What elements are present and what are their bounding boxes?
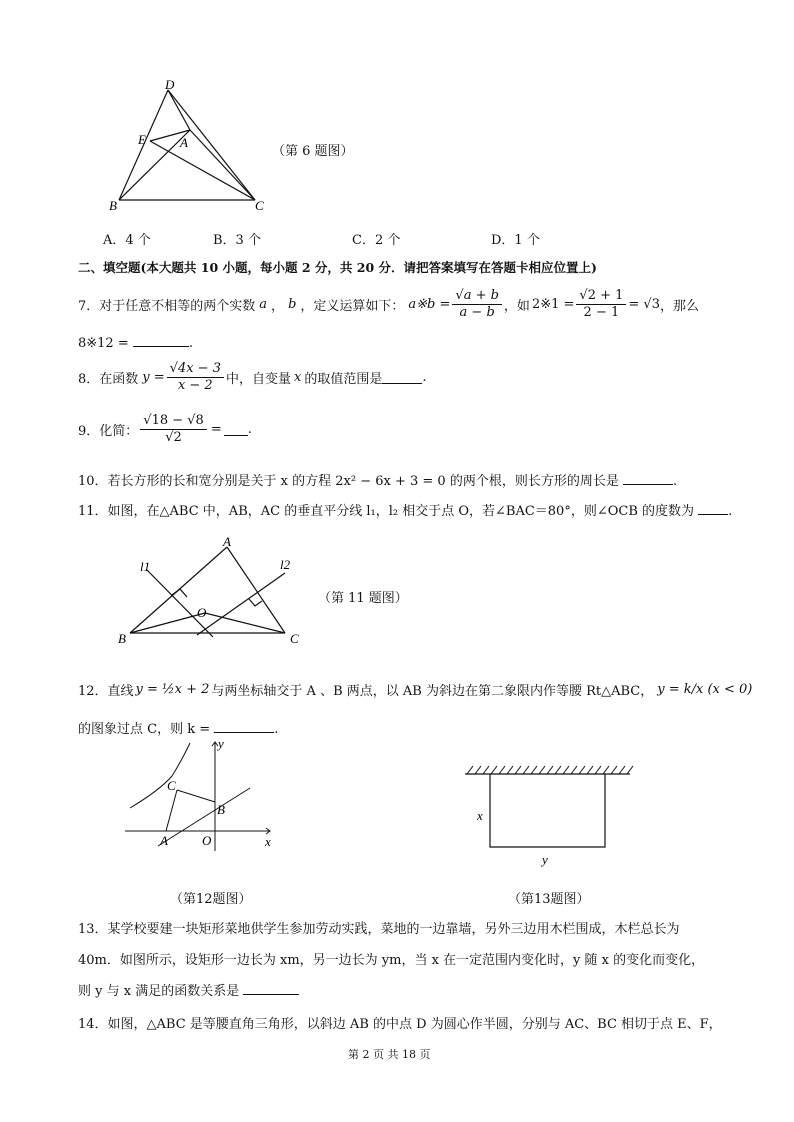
q7-answer-blank[interactable] xyxy=(133,334,189,347)
q6-option-b: B．3 个 xyxy=(213,233,261,248)
fig12-label-y: y xyxy=(218,738,224,751)
q7-lead: 7．对于任意不相等的两个实数 xyxy=(78,299,256,314)
q7-example-lead: ，如 xyxy=(503,299,530,314)
fig6-caption: （第 6 题图） xyxy=(272,144,354,159)
q6-option-a: A．4 个 xyxy=(103,233,151,248)
q7-var-a: a xyxy=(259,297,268,312)
q8-x: x xyxy=(294,370,302,385)
question-14: 14．如图，△ABC 是等腰直角三角形，以斜边 AB 的中点 D 为圆心作半圆，分别与 AC、BC 相切于点 E、F， xyxy=(78,1017,722,1032)
question-9 xyxy=(78,413,252,446)
fig12-label-a: A xyxy=(160,833,168,848)
fig11-label-o: O xyxy=(197,605,207,620)
q11-text: 11．如图，在△ABC 中，AB，AC 的垂直平分线 l₁，l₂ 相交于点 O，若∠BAC＝80°，则∠OCB 的度数为 xyxy=(78,504,695,519)
fig6-label-e: E xyxy=(138,132,146,147)
fig13-caption: （第13题图） xyxy=(508,892,590,907)
q8-mid: 中，自变量 xyxy=(225,372,291,387)
q12-lead: 12．直线 xyxy=(78,684,134,699)
q8-answer-blank[interactable] xyxy=(382,371,422,384)
fig12-caption: （第12题图） xyxy=(170,892,252,907)
q11-end: . xyxy=(728,504,733,519)
fig11-caption: （第 11 题图） xyxy=(318,591,408,606)
figure-6 xyxy=(105,78,275,213)
q13-line3: 则 y 与 x 满足的函数关系是 xyxy=(78,984,240,999)
q8-y: y = xyxy=(142,370,165,385)
question-12 xyxy=(78,680,752,699)
q10-answer-blank[interactable] xyxy=(623,472,673,485)
q8-tail: 的取值范围是 xyxy=(304,372,383,387)
fig11-label-c: C xyxy=(290,631,299,646)
q9-lead: 9．化简： xyxy=(78,424,139,439)
question-7-line2 xyxy=(78,334,193,351)
q7-example-fraction xyxy=(576,288,626,321)
q9-num: √18 − √8 xyxy=(140,413,207,430)
q11-answer-blank[interactable] xyxy=(698,502,728,515)
question-13-line3 xyxy=(78,980,299,999)
fig6-label-c: C xyxy=(255,198,264,213)
question-10 xyxy=(78,470,677,489)
fig12-label-c: C xyxy=(167,778,176,793)
fig13-label-y: y xyxy=(542,852,548,867)
q7-define: ，定义运算如下： xyxy=(300,299,405,314)
q12-answer-blank[interactable] xyxy=(214,720,274,733)
q9-end: . xyxy=(247,422,252,437)
q13-answer-blank[interactable] xyxy=(243,982,299,995)
q12-mid: 与两坐标轴交于 A 、B 两点，以 AB 为斜边在第二象限内作等腰 Rt△ABC， xyxy=(211,684,654,699)
q10-text: 10．若长方形的长和宽分别是关于 x 的方程 2x² − 6x + 3 = 0 的两个根，则长方形的周长是 xyxy=(78,474,619,489)
q7-var-b: b xyxy=(288,297,297,312)
q7-comma: ， xyxy=(271,299,285,314)
q7-example-left: 2※1 = xyxy=(531,297,575,312)
q6-option-d: D．1 个 xyxy=(491,233,540,248)
fig11-label-l1: l1 xyxy=(140,559,151,574)
q6-option-c: C．2 个 xyxy=(352,233,401,248)
q7-end: . xyxy=(188,336,194,351)
question-13-line2: 40m．如图所示，设矩形一边长为 xm，另一边长为 ym，当 x 在一定范围内变化时，y 随 x 的变化而变化， xyxy=(78,953,705,968)
q7-frac-den: a − b xyxy=(459,305,495,320)
figure-12 xyxy=(120,738,280,853)
q12-func: y = k/x (x < 0) xyxy=(657,682,753,697)
q7-example-num: √2 + 1 xyxy=(576,288,626,305)
fig13-label-x: x xyxy=(477,808,483,823)
question-8 xyxy=(78,361,427,394)
fig6-label-a: A xyxy=(180,135,188,150)
figure-11 xyxy=(110,535,320,650)
section-2-header: 二、填空题(本大题共 10 小题，每小题 2 分，共 20 分．请把答案填写在答题卡相应位置上) xyxy=(78,260,597,275)
q9-den: √2 xyxy=(165,430,182,445)
fig12-label-o: O xyxy=(202,833,212,848)
question-11 xyxy=(78,500,732,519)
q9-answer-blank[interactable] xyxy=(224,423,248,436)
question-12-line2 xyxy=(78,718,278,737)
q7-example-den: 2 − 1 xyxy=(583,305,620,320)
q7-fraction xyxy=(452,288,502,321)
fig6-label-b: B xyxy=(109,198,117,213)
fig11-label-a: A xyxy=(223,535,231,549)
q8-end: . xyxy=(422,370,427,385)
q7-tail: ，那么 xyxy=(659,299,699,314)
fig12-label-x: x xyxy=(265,834,271,849)
q7-example-right: = √3 xyxy=(628,297,660,312)
q7-frac-num: √a + b xyxy=(452,288,502,305)
q9-fraction xyxy=(140,413,207,446)
page-footer: 第 2 页 共 18 页 xyxy=(348,1048,431,1061)
q7-line2: 8※12 = xyxy=(78,336,129,351)
fig11-label-l2: l2 xyxy=(280,557,291,572)
q12-line2: 的图象过点 C，则 k = xyxy=(78,722,211,737)
q8-num: √4x − 3 xyxy=(167,361,224,378)
q12-end: . xyxy=(274,722,279,737)
q8-den: x − 2 xyxy=(177,378,213,393)
q7-expr-left: a※b = xyxy=(408,297,451,312)
fig12-label-b: B xyxy=(217,802,225,817)
q8-lead: 8．在函数 xyxy=(78,372,139,387)
q9-eq: = xyxy=(210,422,222,437)
question-13-line1: 13．某学校要建一块矩形菜地供学生参加劳动实践，菜地的一边靠墙，另外三边用木栏围成，木栏总长为 xyxy=(78,922,680,937)
figure-13 xyxy=(460,762,635,872)
q10-end: . xyxy=(672,474,678,489)
fig11-label-b: B xyxy=(118,631,126,646)
q8-fraction xyxy=(167,361,224,394)
question-7 xyxy=(78,288,699,321)
fig6-label-d: D xyxy=(165,78,175,92)
q12-eq: y = ½x + 2 xyxy=(135,682,210,697)
